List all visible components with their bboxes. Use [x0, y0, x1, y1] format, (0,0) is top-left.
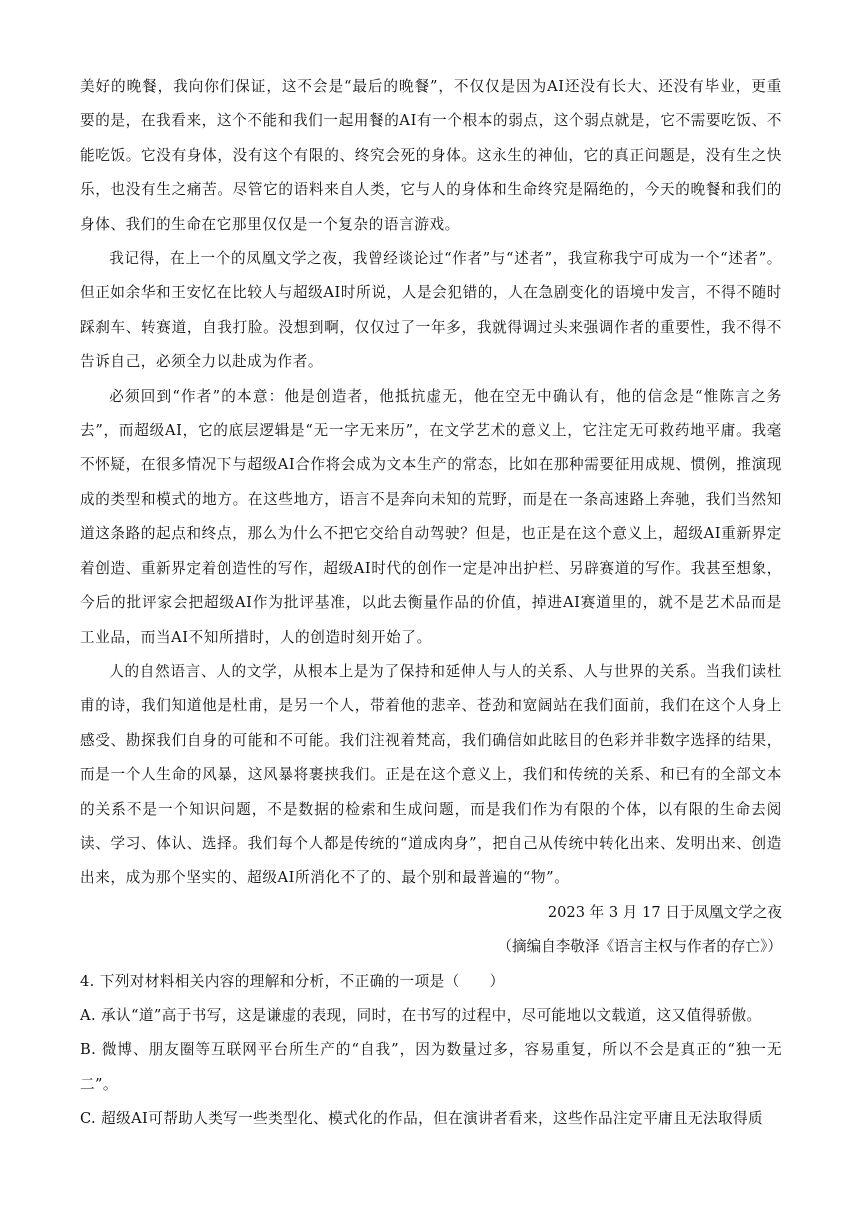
option-c: C. 超级AI可帮助人类写一些类型化、模式化的作品，但在演讲者看来，这些作品注定平庸且无法取得质: [80, 1110, 763, 1128]
question-stem: 4. 下列对材料相关内容的理解和分析，不正确的一项是（ ）: [80, 972, 505, 990]
document-page: [80, 70, 782, 1137]
source-line: （摘编自李敬泽《语言主权与作者的存亡》）: [497, 938, 782, 956]
date-line: 2023 年 3 月 17 日于凤凰文学之夜: [547, 903, 782, 921]
option-a: A. 承认“道”高于书写，这是谦虚的表现，同时，在书写的过程中，尽可能地以文载道，这又值得骄傲。: [80, 1006, 762, 1024]
article-paragraph-4: 人的自然语言、人的文学，从根本上是为了保持和延伸人与人的关系、人与世界的关系。当我们读杜甫的诗，我们知道他是杜甫，是另一个人，带着他的悲辛、苍劲和宽阔站在我们面前，我们在这个人身上感受、勘探我们自身的可能和不可能。我们注视着梵高，我们确信如此眩目的色彩并非数字选择的结果，而是一个人生命的风暴，这风暴将裹挟我们。正是在这个意义上，我们和传统的关系、和已有的全部文本的关系不是一个知识问题，不是数据的检索和生成问题，而是我们作为有限的个体，以有限的生命去阅读、学习、体认、选择。我们每个人都是传统的“道成肉身”，把自己从传统中转化出来、发明出来、创造出来，成为那个坚实的、超级AI所消化不了的、最个别和最普遍的“物”。: [80, 662, 782, 887]
option-b: B. 微博、朋友圈等互联网平台所生产的“自我”，因为数量过多，容易重复，所以不会是真正的“独一无二”。: [80, 1041, 782, 1093]
article-paragraph-1: 美好的晚餐，我向你们保证，这不会是“最后的晚餐”，不仅仅是因为AI还没有长大、还没有毕业，更重要的是，在我看来，这个不能和我们一起用餐的AI有一个根本的弱点，这个弱点就是，它不需要吃饭、不能吃饭。它没有身体，没有这个有限的、终究会死的身体。这永生的神仙，它的真正问题是，没有生之快乐，也没有生之痛苦。尽管它的语料来自人类，它与人的身体和生命终究是隔绝的，今天的晚餐和我们的身体、我们的生命在它那里仅仅是一个复杂的语言游戏。: [80, 78, 782, 233]
article-paragraph-3: 必须回到“作者”的本意：他是创造者，他抵抗虚无，他在空无中确认有，他的信念是“惟陈言之务去”，而超级AI，它的底层逻辑是“无一字无来历”，在文学艺术的意义上，它注定无可救药地平庸。我毫不怀疑，在很多情况下与超级AI合作将会成为文本生产的常态，比如在那种需要征用成规、惯例，推演现成的类型和模式的地方。在这些地方，语言不是奔向未知的荒野，而是在一条高速路上奔驰，我们当然知道这条路的起点和终点，那么为什么不把它交给自动驾驶？但是，也正是在这个意义上，超级AI重新界定着创造、重新界定着创造性的写作，超级AI时代的创作一定是冲出护栏、另辟赛道的写作。我甚至想象，今后的批评家会把超级AI作为批评基准，以此去衡量作品的价值，掉进AI赛道里的，就不是艺术品而是工业品，而当AI不知所措时，人的创造时刻开始了。: [80, 387, 782, 646]
article-paragraph-2: 我记得，在上一个的凤凰文学之夜，我曾经谈论过“作者”与“述者”，我宣称我宁可成为一个“述者”。但正如余华和王安忆在比较人与超级AI时所说，人是会犯错的，人在急剧变化的语境中发言，不得不随时踩刹车、转赛道，自我打脸。没想到啊，仅仅过了一年多，我就得调过头来强调作者的重要性，我不得不告诉自己，必须全力以赴成为作者。: [80, 250, 782, 371]
